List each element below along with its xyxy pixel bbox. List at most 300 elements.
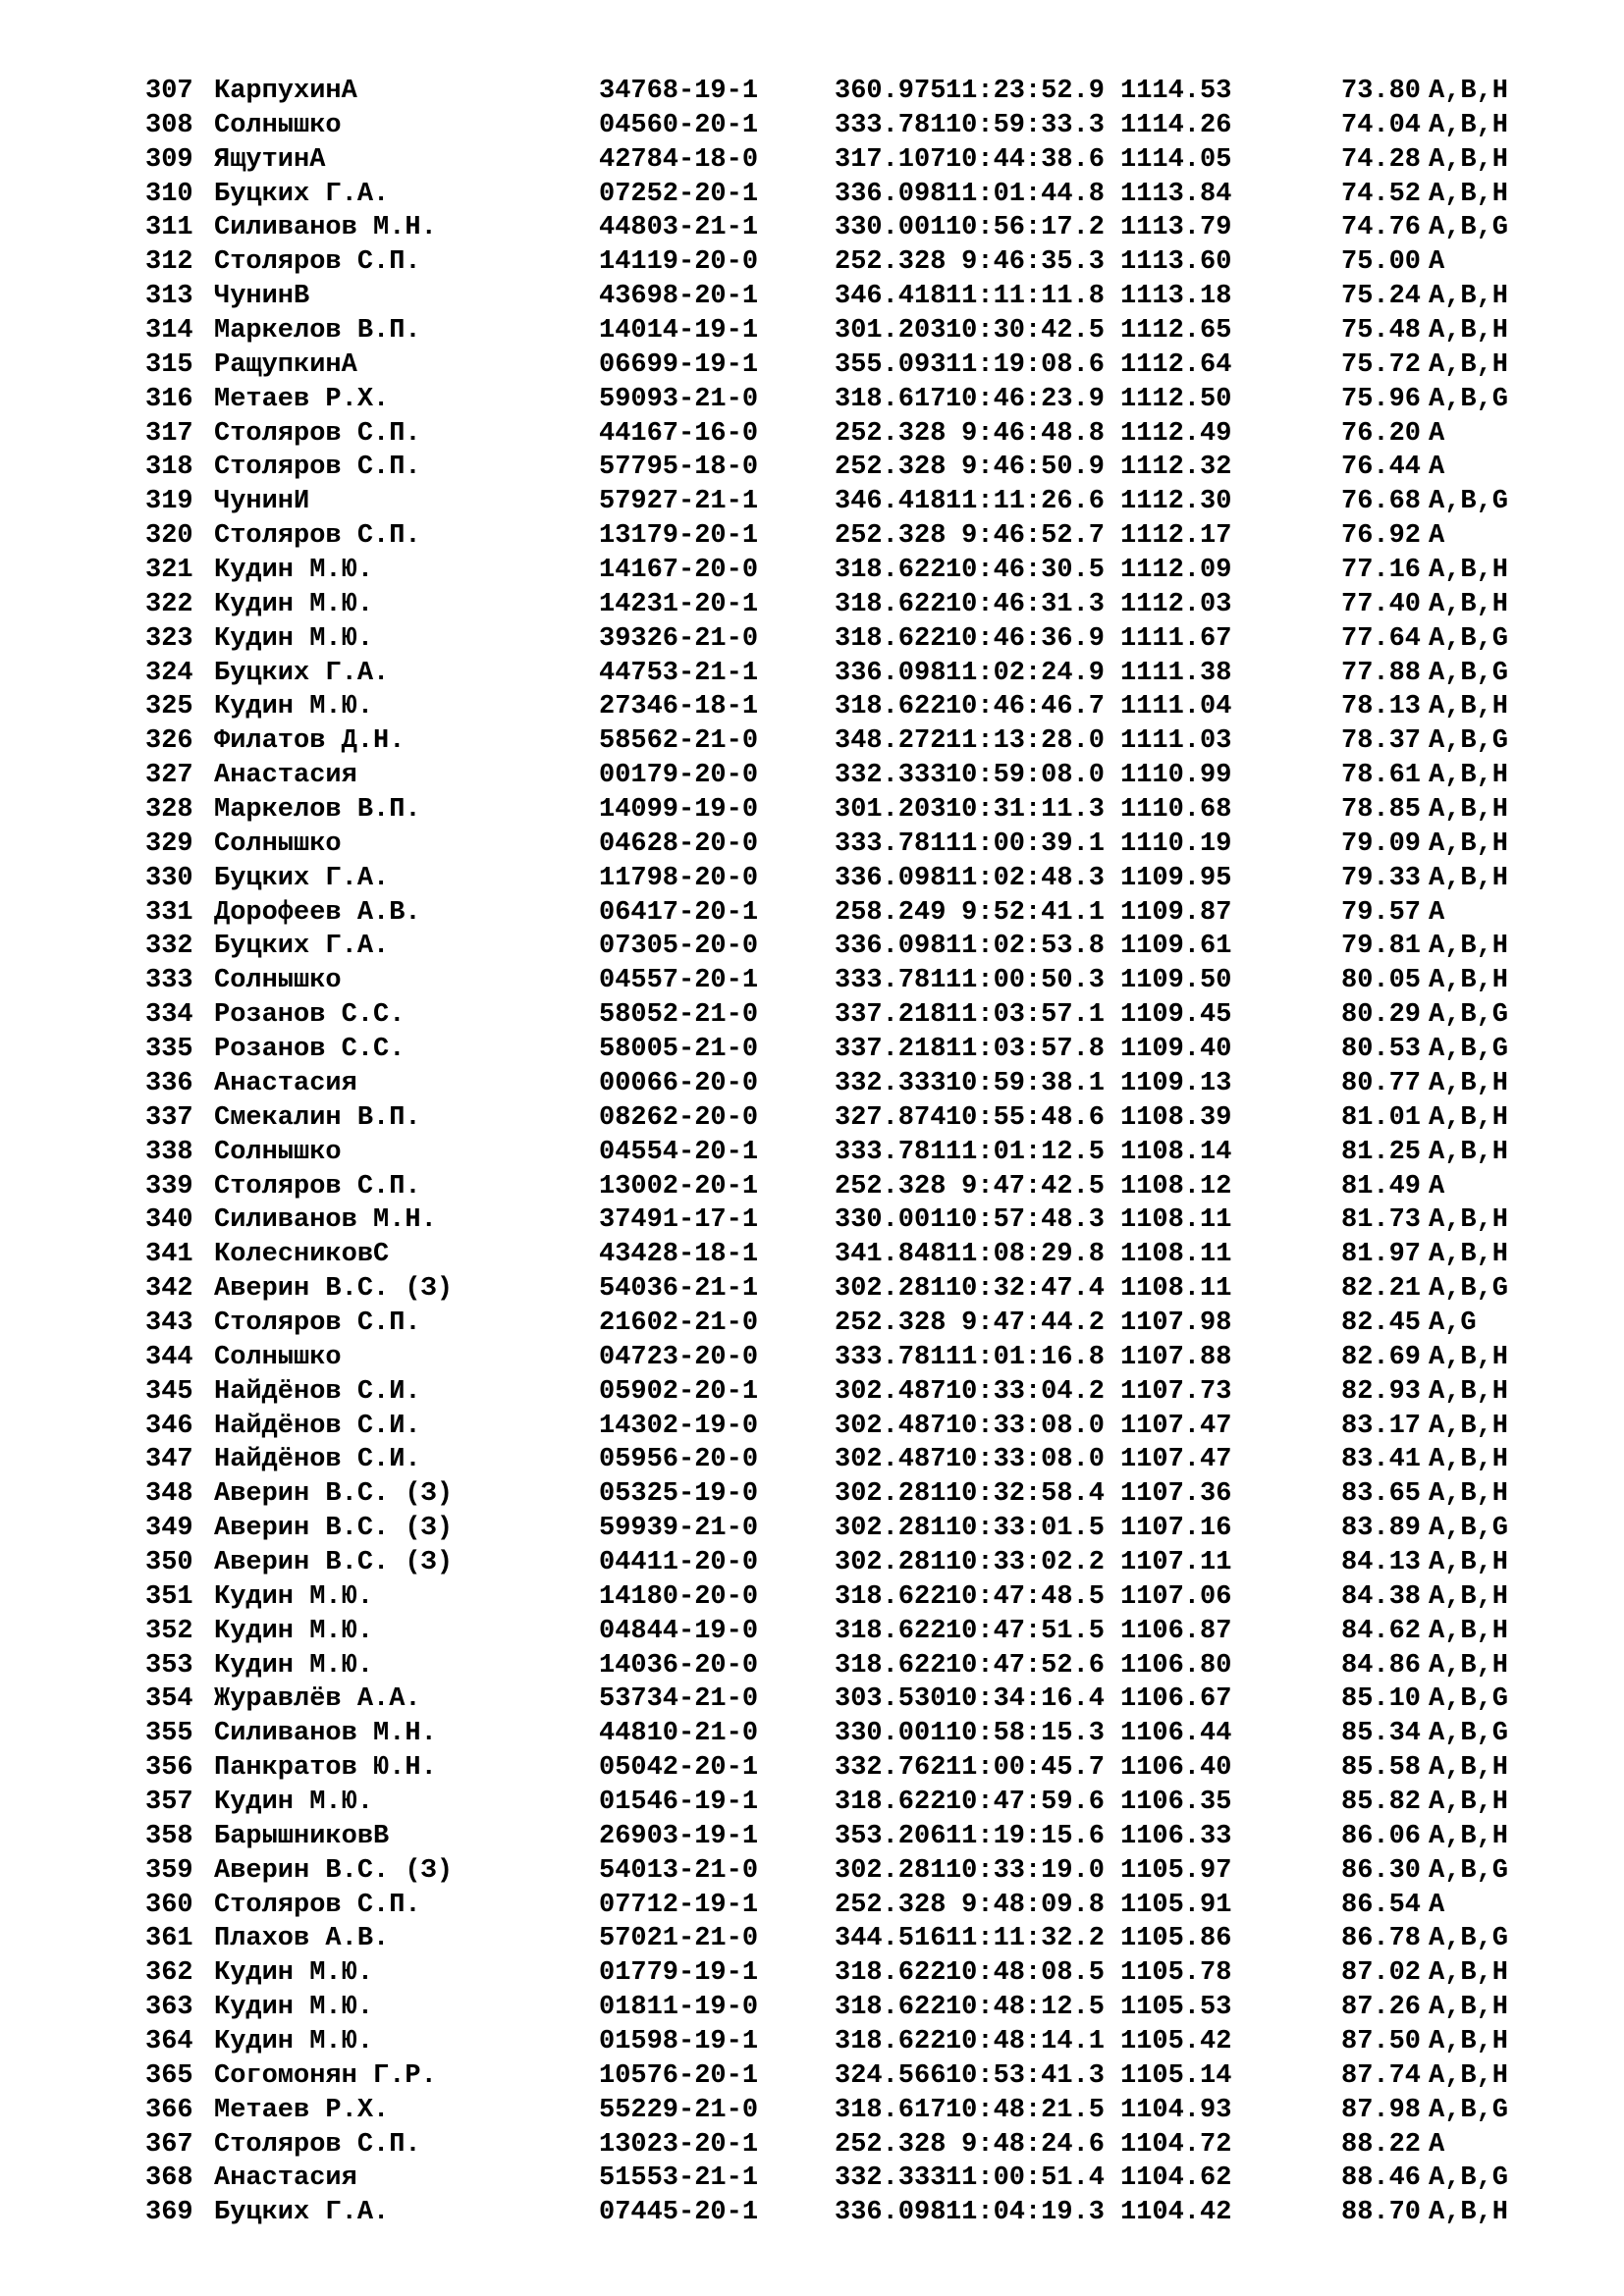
table-row <box>145 2094 1559 2128</box>
place-number: 341 <box>145 1240 193 1270</box>
ring-number: 14302-19-0 <box>599 1411 759 1441</box>
place-number: 342 <box>145 1274 193 1305</box>
speed: 1109.87 <box>1120 897 1232 928</box>
category-labels: A,B,H <box>1429 1205 1509 1236</box>
ring-number: 27346-18-1 <box>599 692 759 722</box>
arrival-time: 10:33:19.0 <box>945 1855 1105 1886</box>
speed: 1114.53 <box>1120 77 1232 106</box>
ring-number: 21602-21-0 <box>599 1308 759 1338</box>
table-row <box>145 1546 1559 1580</box>
points: 81.49 <box>1341 1171 1422 1201</box>
speed: 1112.50 <box>1120 384 1232 414</box>
arrival-time: 9:52:41.1 <box>961 897 1105 928</box>
points: 76.44 <box>1341 453 1422 483</box>
arrival-time: 10:58:15.3 <box>945 1719 1105 1749</box>
table-row <box>145 1410 1559 1444</box>
points: 84.62 <box>1341 1616 1422 1646</box>
points: 87.74 <box>1341 2060 1422 2091</box>
points: 74.04 <box>1341 110 1422 140</box>
speed: 1108.11 <box>1120 1274 1232 1305</box>
points: 82.69 <box>1341 1342 1422 1372</box>
speed: 1112.64 <box>1120 349 1232 380</box>
ring-number: 01811-19-0 <box>599 1993 759 2023</box>
distance: 318.622 <box>835 1650 947 1681</box>
distance: 330.001 <box>835 1205 947 1236</box>
points: 84.38 <box>1341 1581 1422 1612</box>
points: 81.25 <box>1341 1137 1422 1167</box>
speed: 1107.06 <box>1120 1581 1232 1612</box>
ring-number: 13002-20-1 <box>599 1171 759 1201</box>
ring-number: 13023-20-1 <box>599 2129 759 2160</box>
ring-number: 58052-21-0 <box>599 1000 759 1031</box>
speed: 1104.42 <box>1120 2198 1232 2228</box>
place-number: 314 <box>145 316 193 347</box>
distance: 332.333 <box>835 2163 947 2194</box>
category-labels: A,B,H <box>1429 77 1509 106</box>
distance: 318.622 <box>835 1993 947 2023</box>
table-row <box>145 211 1559 245</box>
fancier-name: Аверин В.С. (З) <box>214 1514 454 1544</box>
fancier-name: Кудин М.Ю. <box>214 1993 374 2023</box>
ring-number: 54013-21-0 <box>599 1855 759 1886</box>
ring-number: 44753-21-1 <box>599 658 759 688</box>
ring-number: 06699-19-1 <box>599 349 759 380</box>
table-row <box>145 1682 1559 1717</box>
fancier-name: Кудин М.Ю. <box>214 1616 374 1646</box>
fancier-name: Солнышко <box>214 1137 342 1167</box>
ring-number: 44167-16-0 <box>599 418 759 449</box>
ring-number: 14231-20-1 <box>599 589 759 619</box>
table-row <box>145 1854 1559 1889</box>
category-labels: A,B,G <box>1429 384 1509 414</box>
distance: 336.098 <box>835 2198 947 2228</box>
fancier-name: Анастасия <box>214 2163 357 2194</box>
table-row <box>145 2128 1559 2163</box>
place-number: 334 <box>145 1000 193 1031</box>
speed: 1111.67 <box>1120 623 1232 654</box>
place-number: 347 <box>145 1445 193 1475</box>
distance: 318.622 <box>835 1616 947 1646</box>
distance: 318.617 <box>835 384 947 414</box>
speed: 1107.47 <box>1120 1445 1232 1475</box>
distance: 252.328 <box>835 453 947 483</box>
points: 81.97 <box>1341 1240 1422 1270</box>
place-number: 316 <box>145 384 193 414</box>
speed: 1107.88 <box>1120 1342 1232 1372</box>
arrival-time: 11:00:51.4 <box>945 2163 1105 2194</box>
arrival-time: 11:08:29.8 <box>945 1240 1105 1270</box>
category-labels: A,B,H <box>1429 1376 1509 1407</box>
ring-number: 07305-20-0 <box>599 932 759 962</box>
distance: 252.328 <box>835 2129 947 2160</box>
distance: 360.975 <box>835 77 947 106</box>
place-number: 312 <box>145 247 193 278</box>
fancier-name: Буцких Г.А. <box>214 2198 390 2228</box>
points: 83.65 <box>1341 1479 1422 1510</box>
place-number: 331 <box>145 897 193 928</box>
speed: 1112.65 <box>1120 316 1232 347</box>
distance: 330.001 <box>835 1719 947 1749</box>
distance: 318.622 <box>835 556 947 586</box>
place-number: 309 <box>145 144 193 175</box>
ring-number: 14099-19-0 <box>599 795 759 826</box>
distance: 301.203 <box>835 795 947 826</box>
table-row <box>145 862 1559 896</box>
points: 87.50 <box>1341 2026 1422 2056</box>
fancier-name: Аверин В.С. (З) <box>214 1274 454 1305</box>
category-labels: A,B,H <box>1429 144 1509 175</box>
ring-number: 04844-19-0 <box>599 1616 759 1646</box>
arrival-time: 10:59:38.1 <box>945 1068 1105 1098</box>
arrival-time: 10:48:14.1 <box>945 2026 1105 2056</box>
ring-number: 05956-20-0 <box>599 1445 759 1475</box>
distance: 318.622 <box>835 692 947 722</box>
table-row <box>145 657 1559 691</box>
distance: 252.328 <box>835 1890 947 1920</box>
ring-number: 00066-20-0 <box>599 1068 759 1098</box>
category-labels: A,B,G <box>1429 213 1509 243</box>
speed: 1104.93 <box>1120 2095 1232 2125</box>
distance: 337.218 <box>835 1035 947 1065</box>
points: 88.70 <box>1341 2198 1422 2228</box>
table-row <box>145 417 1559 452</box>
points: 79.57 <box>1341 897 1422 928</box>
distance: 348.272 <box>835 726 947 757</box>
points: 77.40 <box>1341 589 1422 619</box>
distance: 252.328 <box>835 1171 947 1201</box>
points: 78.61 <box>1341 761 1422 791</box>
distance: 318.617 <box>835 2095 947 2125</box>
category-labels: A,B,H <box>1429 1137 1509 1167</box>
results-list <box>145 75 1559 2230</box>
points: 82.45 <box>1341 1308 1422 1338</box>
table-row <box>145 1649 1559 1683</box>
points: 74.52 <box>1341 179 1422 209</box>
place-number: 310 <box>145 179 193 209</box>
speed: 1112.32 <box>1120 453 1232 483</box>
category-labels: A,B,G <box>1429 1000 1509 1031</box>
category-labels: A,B,H <box>1429 2026 1509 2056</box>
arrival-time: 11:02:48.3 <box>945 863 1105 893</box>
speed: 1107.16 <box>1120 1514 1232 1544</box>
table-row <box>145 828 1559 862</box>
distance: 301.203 <box>835 316 947 347</box>
ring-number: 01779-19-1 <box>599 1958 759 1989</box>
distance: 303.530 <box>835 1684 947 1715</box>
fancier-name: Розанов С.С. <box>214 1035 406 1065</box>
place-number: 352 <box>145 1616 193 1646</box>
ring-number: 57021-21-0 <box>599 1924 759 1954</box>
place-number: 354 <box>145 1684 193 1715</box>
arrival-time: 10:59:08.0 <box>945 761 1105 791</box>
table-row <box>145 348 1559 383</box>
fancier-name: Кудин М.Ю. <box>214 1581 374 1612</box>
place-number: 366 <box>145 2095 193 2125</box>
category-labels: A <box>1429 521 1445 552</box>
fancier-name: Буцких Г.А. <box>214 179 390 209</box>
ring-number: 55229-21-0 <box>599 2095 759 2125</box>
arrival-time: 11:00:50.3 <box>945 966 1105 996</box>
speed: 1108.11 <box>1120 1205 1232 1236</box>
table-row <box>145 964 1559 998</box>
arrival-time: 10:57:48.3 <box>945 1205 1105 1236</box>
category-labels: A,B,H <box>1429 1650 1509 1681</box>
speed: 1107.73 <box>1120 1376 1232 1407</box>
distance: 318.622 <box>835 1787 947 1817</box>
arrival-time: 11:19:08.6 <box>945 349 1105 380</box>
place-number: 323 <box>145 623 193 654</box>
arrival-time: 11:11:26.6 <box>945 487 1105 517</box>
fancier-name: Буцких Г.А. <box>214 658 390 688</box>
arrival-time: 9:46:50.9 <box>961 453 1105 483</box>
fancier-name: Силиванов М.Н. <box>214 213 437 243</box>
arrival-time: 10:33:02.2 <box>945 1547 1105 1577</box>
fancier-name: КарпухинА <box>214 77 357 106</box>
table-row <box>145 588 1559 622</box>
ring-number: 59939-21-0 <box>599 1514 759 1544</box>
points: 75.00 <box>1341 247 1422 278</box>
speed: 1113.60 <box>1120 247 1232 278</box>
distance: 302.281 <box>835 1855 947 1886</box>
ring-number: 08262-20-0 <box>599 1102 759 1133</box>
fancier-name: Розанов С.С. <box>214 1000 406 1031</box>
points: 80.53 <box>1341 1035 1422 1065</box>
ring-number: 00179-20-0 <box>599 761 759 791</box>
category-labels: A,B,H <box>1429 1821 1509 1851</box>
place-number: 332 <box>145 932 193 962</box>
category-labels: A,B,G <box>1429 487 1509 517</box>
place-number: 329 <box>145 828 193 859</box>
place-number: 351 <box>145 1581 193 1612</box>
category-labels: A <box>1429 1171 1445 1201</box>
distance: 333.781 <box>835 1137 947 1167</box>
arrival-time: 10:48:12.5 <box>945 1993 1105 2023</box>
ring-number: 53734-21-0 <box>599 1684 759 1715</box>
place-number: 328 <box>145 795 193 826</box>
distance: 302.487 <box>835 1376 947 1407</box>
table-row <box>145 1786 1559 1820</box>
table-row <box>145 109 1559 143</box>
table-row <box>145 1580 1559 1615</box>
fancier-name: Буцких Г.А. <box>214 932 390 962</box>
speed: 1113.84 <box>1120 179 1232 209</box>
distance: 302.487 <box>835 1445 947 1475</box>
arrival-time: 10:46:31.3 <box>945 589 1105 619</box>
arrival-time: 11:13:28.0 <box>945 726 1105 757</box>
points: 86.06 <box>1341 1821 1422 1851</box>
ring-number: 58562-21-0 <box>599 726 759 757</box>
table-row <box>145 690 1559 724</box>
fancier-name: ЧунинИ <box>214 487 310 517</box>
speed: 1106.44 <box>1120 1719 1232 1749</box>
table-row <box>145 1615 1559 1649</box>
ring-number: 57795-18-0 <box>599 453 759 483</box>
arrival-time: 10:30:42.5 <box>945 316 1105 347</box>
table-row <box>145 75 1559 109</box>
category-labels: A,B,H <box>1429 1993 1509 2023</box>
category-labels: A,B,H <box>1429 795 1509 826</box>
category-labels: A,B,H <box>1429 761 1509 791</box>
fancier-name: Кудин М.Ю. <box>214 623 374 654</box>
speed: 1111.03 <box>1120 726 1232 757</box>
distance: 302.487 <box>835 1411 947 1441</box>
category-labels: A,B,H <box>1429 1958 1509 1989</box>
ring-number: 43698-20-1 <box>599 282 759 312</box>
ring-number: 14014-19-1 <box>599 316 759 347</box>
distance: 318.622 <box>835 1581 947 1612</box>
speed: 1106.35 <box>1120 1787 1232 1817</box>
place-number: 327 <box>145 761 193 791</box>
fancier-name: Анастасия <box>214 761 357 791</box>
fancier-name: БарышниковВ <box>214 1821 390 1851</box>
speed: 1107.47 <box>1120 1411 1232 1441</box>
table-row <box>145 1956 1559 1991</box>
points: 79.09 <box>1341 828 1422 859</box>
points: 80.77 <box>1341 1068 1422 1098</box>
table-row <box>145 485 1559 519</box>
speed: 1108.14 <box>1120 1137 1232 1167</box>
speed: 1109.50 <box>1120 966 1232 996</box>
table-row <box>145 1238 1559 1272</box>
ring-number: 04560-20-1 <box>599 110 759 140</box>
speed: 1109.95 <box>1120 863 1232 893</box>
fancier-name: Столяров С.П. <box>214 1171 421 1201</box>
points: 74.76 <box>1341 213 1422 243</box>
table-row <box>145 724 1559 759</box>
speed: 1106.33 <box>1120 1821 1232 1851</box>
place-number: 315 <box>145 349 193 380</box>
fancier-name: Кудин М.Ю. <box>214 1787 374 1817</box>
distance: 332.333 <box>835 1068 947 1098</box>
points: 77.16 <box>1341 556 1422 586</box>
points: 87.98 <box>1341 2095 1422 2125</box>
table-row <box>145 554 1559 588</box>
points: 73.80 <box>1341 77 1422 106</box>
arrival-time: 10:33:01.5 <box>945 1514 1105 1544</box>
distance: 336.098 <box>835 658 947 688</box>
points: 78.37 <box>1341 726 1422 757</box>
category-labels: A,B,G <box>1429 1514 1509 1544</box>
ring-number: 04628-20-0 <box>599 828 759 859</box>
place-number: 360 <box>145 1890 193 1920</box>
speed: 1107.36 <box>1120 1479 1232 1510</box>
table-row <box>145 1751 1559 1786</box>
distance: 333.781 <box>835 828 947 859</box>
arrival-time: 11:03:57.1 <box>945 1000 1105 1031</box>
fancier-name: Панкратов Ю.Н. <box>214 1753 437 1784</box>
speed: 1114.05 <box>1120 144 1232 175</box>
table-row <box>145 793 1559 828</box>
points: 84.13 <box>1341 1547 1422 1577</box>
arrival-time: 11:19:15.6 <box>945 1821 1105 1851</box>
arrival-time: 11:00:39.1 <box>945 828 1105 859</box>
distance: 318.622 <box>835 623 947 654</box>
table-row <box>145 1889 1559 1923</box>
distance: 333.781 <box>835 966 947 996</box>
distance: 346.418 <box>835 487 947 517</box>
category-labels: A,B,H <box>1429 1616 1509 1646</box>
speed: 1105.53 <box>1120 1993 1232 2023</box>
table-row <box>145 383 1559 417</box>
fancier-name: ЯщутинА <box>214 144 326 175</box>
ring-number: 54036-21-1 <box>599 1274 759 1305</box>
ring-number: 58005-21-0 <box>599 1035 759 1065</box>
table-row <box>145 2162 1559 2196</box>
points: 83.17 <box>1341 1411 1422 1441</box>
place-number: 364 <box>145 2026 193 2056</box>
table-row <box>145 1307 1559 1341</box>
place-number: 319 <box>145 487 193 517</box>
table-row <box>145 1375 1559 1410</box>
table-row <box>145 1477 1559 1512</box>
fancier-name: Солнышко <box>214 966 342 996</box>
ring-number: 07252-20-1 <box>599 179 759 209</box>
arrival-time: 10:48:08.5 <box>945 1958 1105 1989</box>
distance: 318.622 <box>835 2026 947 2056</box>
fancier-name: Силиванов М.Н. <box>214 1719 437 1749</box>
fancier-name: Найдёнов С.И. <box>214 1445 421 1475</box>
table-row <box>145 1443 1559 1477</box>
ring-number: 05042-20-1 <box>599 1753 759 1784</box>
fancier-name: Кудин М.Ю. <box>214 1958 374 1989</box>
ring-number: 14167-20-0 <box>599 556 759 586</box>
points: 80.29 <box>1341 1000 1422 1031</box>
distance: 337.218 <box>835 1000 947 1031</box>
points: 75.48 <box>1341 316 1422 347</box>
arrival-time: 10:56:17.2 <box>945 213 1105 243</box>
fancier-name: Столяров С.П. <box>214 418 421 449</box>
ring-number: 07712-19-1 <box>599 1890 759 1920</box>
arrival-time: 9:47:42.5 <box>961 1171 1105 1201</box>
fancier-name: Столяров С.П. <box>214 453 421 483</box>
speed: 1110.99 <box>1120 761 1232 791</box>
ring-number: 13179-20-1 <box>599 521 759 552</box>
distance: 332.333 <box>835 761 947 791</box>
place-number: 311 <box>145 213 193 243</box>
distance: 336.098 <box>835 932 947 962</box>
category-labels: A,B,G <box>1429 1684 1509 1715</box>
distance: 318.622 <box>835 1958 947 1989</box>
table-row <box>145 1991 1559 2025</box>
category-labels: A,B,H <box>1429 2060 1509 2091</box>
place-number: 356 <box>145 1753 193 1784</box>
arrival-time: 10:46:30.5 <box>945 556 1105 586</box>
speed: 1109.13 <box>1120 1068 1232 1098</box>
place-number: 346 <box>145 1411 193 1441</box>
arrival-time: 10:31:11.3 <box>945 795 1105 826</box>
arrival-time: 10:46:23.9 <box>945 384 1105 414</box>
fancier-name: Силиванов М.Н. <box>214 1205 437 1236</box>
category-labels: A,B,G <box>1429 658 1509 688</box>
fancier-name: Кудин М.Ю. <box>214 1650 374 1681</box>
points: 85.58 <box>1341 1753 1422 1784</box>
place-number: 322 <box>145 589 193 619</box>
ring-number: 10576-20-1 <box>599 2060 759 2091</box>
fancier-name: Солнышко <box>214 1342 342 1372</box>
ring-number: 51553-21-1 <box>599 2163 759 2194</box>
arrival-time: 10:32:47.4 <box>945 1274 1105 1305</box>
place-number: 335 <box>145 1035 193 1065</box>
category-labels: A,B,H <box>1429 1445 1509 1475</box>
place-number: 357 <box>145 1787 193 1817</box>
arrival-time: 11:01:44.8 <box>945 179 1105 209</box>
category-labels: A,B,H <box>1429 1753 1509 1784</box>
fancier-name: Анастасия <box>214 1068 357 1098</box>
category-labels: A,B,H <box>1429 1581 1509 1612</box>
category-labels: A,B,H <box>1429 1342 1509 1372</box>
ring-number: 07445-20-1 <box>599 2198 759 2228</box>
category-labels: A,B,H <box>1429 966 1509 996</box>
